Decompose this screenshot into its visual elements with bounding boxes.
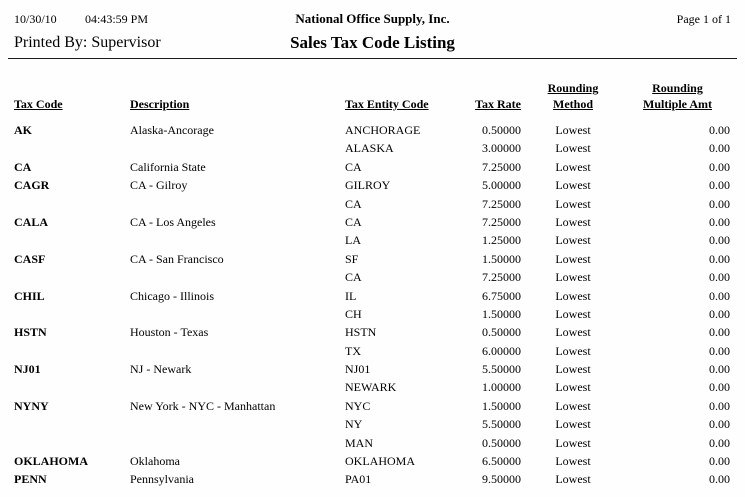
cell-tax-rate: 9.50000: [482, 472, 521, 487]
cell-description: Oklahoma: [130, 454, 180, 469]
cell-rounding-method: Lowest: [555, 306, 591, 321]
table-row: [0, 378, 745, 396]
cell-rounding-multiple-amt: 0.00: [709, 141, 730, 156]
table-header-row: [0, 80, 745, 112]
cell-tax-entity-code: CA: [345, 214, 362, 229]
table-row: [0, 195, 745, 213]
table-row: [0, 250, 745, 268]
cell-tax-entity-code: LA: [345, 233, 361, 248]
col-header-tax-entity-code: Tax Entity Code: [345, 97, 429, 111]
cell-tax-entity-code: TX: [345, 343, 361, 358]
cell-description: [130, 378, 345, 396]
cell-tax-rate: 0.50000: [482, 435, 521, 450]
cell-tax-code: [14, 415, 130, 433]
cell-description: [130, 342, 345, 360]
cell-rounding-multiple-amt: 0.00: [709, 325, 730, 340]
cell-rounding-method: Lowest: [555, 435, 591, 450]
cell-tax-rate: 3.00000: [482, 141, 521, 156]
cell-tax-code: CASF: [14, 251, 46, 266]
cell-description: CA - Gilroy: [130, 178, 188, 193]
cell-tax-code: [14, 195, 130, 213]
cell-tax-code: NYNY: [14, 398, 49, 413]
cell-tax-code: [14, 342, 130, 360]
report-time: 04:43:59 PM: [85, 12, 149, 26]
cell-rounding-multiple-amt: 0.00: [709, 123, 730, 137]
table-row: [0, 139, 745, 157]
cell-rounding-method: Lowest: [555, 178, 591, 193]
cell-tax-rate: 1.50000: [482, 398, 521, 413]
cell-tax-rate: 0.50000: [482, 325, 521, 340]
cell-tax-code: [14, 305, 130, 323]
cell-tax-entity-code: OKLAHOMA: [345, 454, 415, 469]
cell-rounding-multiple-amt: 0.00: [709, 417, 730, 432]
table-row: [0, 176, 745, 194]
cell-tax-code: NJ01: [14, 362, 41, 377]
cell-rounding-method: Lowest: [555, 398, 591, 413]
cell-tax-rate: 6.00000: [482, 343, 521, 358]
cell-rounding-multiple-amt: 0.00: [709, 270, 730, 285]
cell-description: Houston - Texas: [130, 325, 209, 340]
cell-tax-code: [14, 231, 130, 249]
cell-description: [130, 415, 345, 433]
cell-description: Alaska-Ancorage: [130, 123, 214, 137]
cell-rounding-multiple-amt: 0.00: [709, 380, 730, 395]
cell-rounding-multiple-amt: 0.00: [709, 214, 730, 229]
table-row: [0, 323, 745, 341]
cell-tax-code: [14, 268, 130, 286]
cell-tax-entity-code: CH: [345, 306, 362, 321]
cell-tax-entity-code: NJ01: [345, 362, 371, 377]
cell-rounding-multiple-amt: 0.00: [709, 251, 730, 266]
cell-tax-code: PENN: [14, 472, 47, 487]
cell-tax-entity-code: HSTN: [345, 325, 377, 340]
cell-description: [130, 305, 345, 323]
cell-tax-code: [14, 378, 130, 396]
cell-description: CA - Los Angeles: [130, 214, 216, 229]
cell-rounding-multiple-amt: 0.00: [709, 343, 730, 358]
cell-description: California State: [130, 159, 206, 174]
company-name: National Office Supply, Inc.: [295, 11, 450, 26]
report-header-line1: [0, 0, 745, 27]
cell-rounding-method: Lowest: [555, 233, 591, 248]
cell-tax-rate: 1.50000: [482, 306, 521, 321]
cell-rounding-method: Lowest: [555, 251, 591, 266]
table-row: [0, 360, 745, 378]
table-row: [0, 268, 745, 286]
cell-tax-rate: 5.00000: [482, 178, 521, 193]
cell-tax-code: [14, 434, 130, 452]
cell-rounding-multiple-amt: 0.00: [709, 454, 730, 469]
table-row: [0, 434, 745, 452]
cell-rounding-multiple-amt: 0.00: [709, 288, 730, 303]
table-row: [0, 452, 745, 470]
cell-rounding-multiple-amt: 0.00: [709, 159, 730, 174]
cell-description: [130, 139, 345, 157]
cell-description: [130, 231, 345, 249]
cell-description: New York - NYC - Manhattan: [130, 398, 276, 413]
cell-description: [130, 434, 345, 452]
cell-rounding-multiple-amt: 0.00: [709, 362, 730, 377]
cell-tax-rate: 0.50000: [482, 123, 521, 137]
cell-tax-rate: 7.25000: [482, 270, 521, 285]
cell-tax-entity-code: SF: [345, 251, 359, 266]
cell-tax-rate: 7.25000: [482, 196, 521, 211]
cell-rounding-method: Lowest: [555, 417, 591, 432]
table-row: [0, 305, 745, 323]
table-body: [0, 121, 745, 489]
cell-description: [130, 268, 345, 286]
cell-tax-rate: 5.50000: [482, 362, 521, 377]
cell-tax-entity-code: NEWARK: [345, 380, 397, 395]
cell-tax-entity-code: CA: [345, 270, 362, 285]
cell-rounding-method: Lowest: [555, 343, 591, 358]
cell-rounding-multiple-amt: 0.00: [709, 398, 730, 413]
report-header-line2: [0, 33, 745, 53]
cell-tax-entity-code: GILROY: [345, 178, 391, 193]
table-row: [0, 231, 745, 249]
header-divider: [8, 58, 737, 59]
table-row: [0, 121, 745, 139]
cell-tax-rate: 7.25000: [482, 214, 521, 229]
cell-description: [130, 195, 345, 213]
cell-tax-entity-code: IL: [345, 288, 357, 303]
cell-rounding-method: Lowest: [555, 454, 591, 469]
cell-tax-entity-code: CA: [345, 159, 362, 174]
table-row: [0, 470, 745, 488]
cell-tax-entity-code: CA: [345, 196, 362, 211]
cell-tax-code: CA: [14, 159, 32, 174]
cell-tax-entity-code: NY: [345, 417, 363, 432]
cell-rounding-multiple-amt: 0.00: [709, 306, 730, 321]
cell-rounding-method: Lowest: [555, 141, 591, 156]
cell-rounding-multiple-amt: 0.00: [709, 435, 730, 450]
report-title: Sales Tax Code Listing: [290, 33, 455, 52]
cell-rounding-method: Lowest: [555, 288, 591, 303]
cell-description: NJ - Newark: [130, 362, 192, 377]
cell-rounding-method: Lowest: [555, 123, 591, 137]
cell-tax-code: CALA: [14, 214, 49, 229]
col-header-rounding-multiple-amt: Rounding Multiple Amt: [643, 81, 712, 111]
cell-description: CA - San Francisco: [130, 251, 224, 266]
cell-description: Chicago - Illinois: [130, 288, 214, 303]
cell-rounding-method: Lowest: [555, 196, 591, 211]
cell-tax-entity-code: NYC: [345, 398, 371, 413]
cell-rounding-method: Lowest: [555, 159, 591, 174]
cell-tax-rate: 1.50000: [482, 251, 521, 266]
cell-rounding-method: Lowest: [555, 214, 591, 229]
cell-description: Pennsylvania: [130, 472, 194, 487]
cell-tax-entity-code: ALASKA: [345, 141, 394, 156]
page-indicator: Page 1 of 1: [676, 12, 731, 26]
cell-tax-code: CHIL: [14, 288, 45, 303]
cell-tax-code: AK: [14, 123, 32, 137]
cell-tax-rate: 1.25000: [482, 233, 521, 248]
cell-tax-code: CAGR: [14, 178, 50, 193]
cell-rounding-multiple-amt: 0.00: [709, 178, 730, 193]
cell-tax-code: HSTN: [14, 325, 47, 340]
cell-tax-code: [14, 139, 130, 157]
cell-tax-rate: 7.25000: [482, 159, 521, 174]
cell-tax-rate: 6.75000: [482, 288, 521, 303]
cell-tax-entity-code: PA01: [345, 472, 372, 487]
cell-rounding-method: Lowest: [555, 362, 591, 377]
cell-tax-rate: 6.50000: [482, 454, 521, 469]
cell-rounding-multiple-amt: 0.00: [709, 472, 730, 487]
cell-tax-entity-code: ANCHORAGE: [345, 123, 421, 137]
printed-by: Printed By: Supervisor: [14, 34, 161, 51]
col-header-tax-rate: Tax Rate: [475, 97, 521, 111]
table-row: [0, 415, 745, 433]
col-header-description: Description: [130, 97, 190, 111]
table-row: [0, 158, 745, 176]
cell-tax-entity-code: MAN: [345, 435, 374, 450]
cell-rounding-multiple-amt: 0.00: [709, 196, 730, 211]
cell-tax-rate: 1.00000: [482, 380, 521, 395]
table-row: [0, 213, 745, 231]
table-row: [0, 342, 745, 360]
cell-rounding-multiple-amt: 0.00: [709, 233, 730, 248]
cell-tax-rate: 5.50000: [482, 417, 521, 432]
table-row: [0, 397, 745, 415]
col-header-tax-code: Tax Code: [14, 97, 63, 111]
col-header-rounding-method: Rounding Method: [547, 81, 599, 111]
cell-tax-code: OKLAHOMA: [14, 454, 88, 469]
cell-rounding-method: Lowest: [555, 380, 591, 395]
table-row: [0, 287, 745, 305]
header-datetime: [0, 12, 225, 27]
cell-rounding-method: Lowest: [555, 325, 591, 340]
cell-rounding-method: Lowest: [555, 472, 591, 487]
cell-rounding-method: Lowest: [555, 270, 591, 285]
report-date: 10/30/10: [14, 12, 57, 26]
